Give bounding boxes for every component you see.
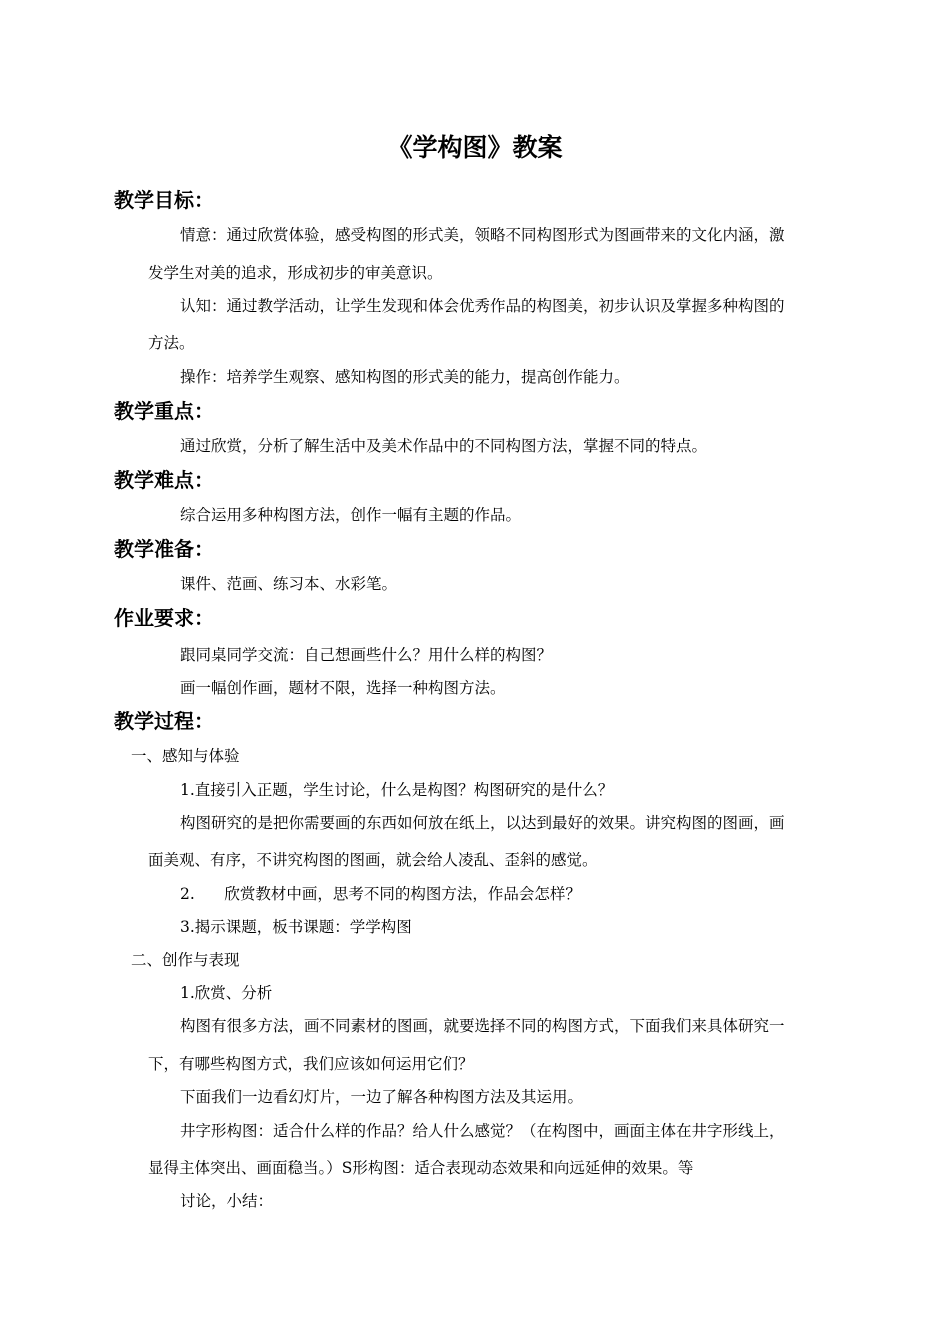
heading-preparation: 教学准备： <box>114 537 214 561</box>
process-s1-item-1: 1.直接引入正题，学生讨论，什么是构图？构图研究的是什么？ <box>180 781 614 799</box>
process-s2-para-line-2: 下，有哪些构图方式，我们应该如何运用它们？ <box>148 1055 474 1073</box>
heading-homework: 作业要求： <box>114 606 214 630</box>
preparation-text: 课件、范画、练习本、水彩笔。 <box>180 575 398 593</box>
homework-line-1: 跟同桌同学交流：自己想画些什么？用什么样的构图？ <box>180 646 553 664</box>
process-s2-para-line-3: 下面我们一边看幻灯片，一边了解各种构图方法及其运用。 <box>180 1088 584 1106</box>
process-s1-para-line-2: 面美观、有序，不讲究构图的图画，就会给人凌乱、歪斜的感觉。 <box>148 851 598 869</box>
difficulties-text: 综合运用多种构图方法，创作一幅有主题的作品。 <box>180 506 522 524</box>
heading-teaching-process: 教学过程： <box>114 709 214 733</box>
process-s2-item-1: 1.欣赏、分析 <box>180 984 273 1002</box>
process-s1-para-line-1: 构图研究的是把你需要画的东西如何放在纸上，以达到最好的效果。讲究构图的图画，画 <box>180 814 785 832</box>
homework-line-2: 画一幅创作画，题材不限，选择一种构图方法。 <box>180 679 506 697</box>
goal-cognition-line-1: 认知：通过教学活动，让学生发现和体会优秀作品的构图美，初步认识及掌握多种构图的 <box>180 297 785 315</box>
document-title: 《学构图》教案 <box>387 133 563 162</box>
heading-difficulties: 教学难点： <box>114 468 214 492</box>
goal-cognition-line-2: 方法。 <box>148 334 195 352</box>
process-s1-item-3: 3.揭示课题，板书课题：学学构图 <box>180 918 412 936</box>
process-s2-para-line-4: 井字形构图：适合什么样的作品？给人什么感觉？（在构图中，画面主体在井字形线上， <box>180 1122 785 1140</box>
process-s1-item-2: 2. 欣赏教材中画，思考不同的构图方法，作品会怎样？ <box>180 885 581 903</box>
heading-teaching-goals: 教学目标： <box>114 188 214 212</box>
process-s2-para-line-5: 显得主体突出、画面稳当。）S形构图：适合表现动态效果和向远延伸的效果。等 <box>148 1159 694 1177</box>
process-section-2: 二、创作与表现 <box>131 951 240 969</box>
key-points-text: 通过欣赏，分析了解生活中及美术作品中的不同构图方法，掌握不同的特点。 <box>180 437 708 455</box>
goal-affect-line-2: 发学生对美的追求，形成初步的审美意识。 <box>148 264 443 282</box>
heading-key-points: 教学重点： <box>114 399 214 423</box>
process-s2-para-line-6: 讨论，小结： <box>180 1192 274 1210</box>
process-section-1: 一、感知与体验 <box>131 747 240 765</box>
goal-operation: 操作：培养学生观察、感知构图的形式美的能力，提高创作能力。 <box>180 368 630 386</box>
process-s2-para-line-1: 构图有很多方法，画不同素材的图画，就要选择不同的构图方式，下面我们来具体研究一 <box>180 1017 785 1035</box>
goal-affect-line-1: 情意：通过欣赏体验，感受构图的形式美，领略不同构图形式为图画带来的文化内涵，激 <box>180 226 785 244</box>
